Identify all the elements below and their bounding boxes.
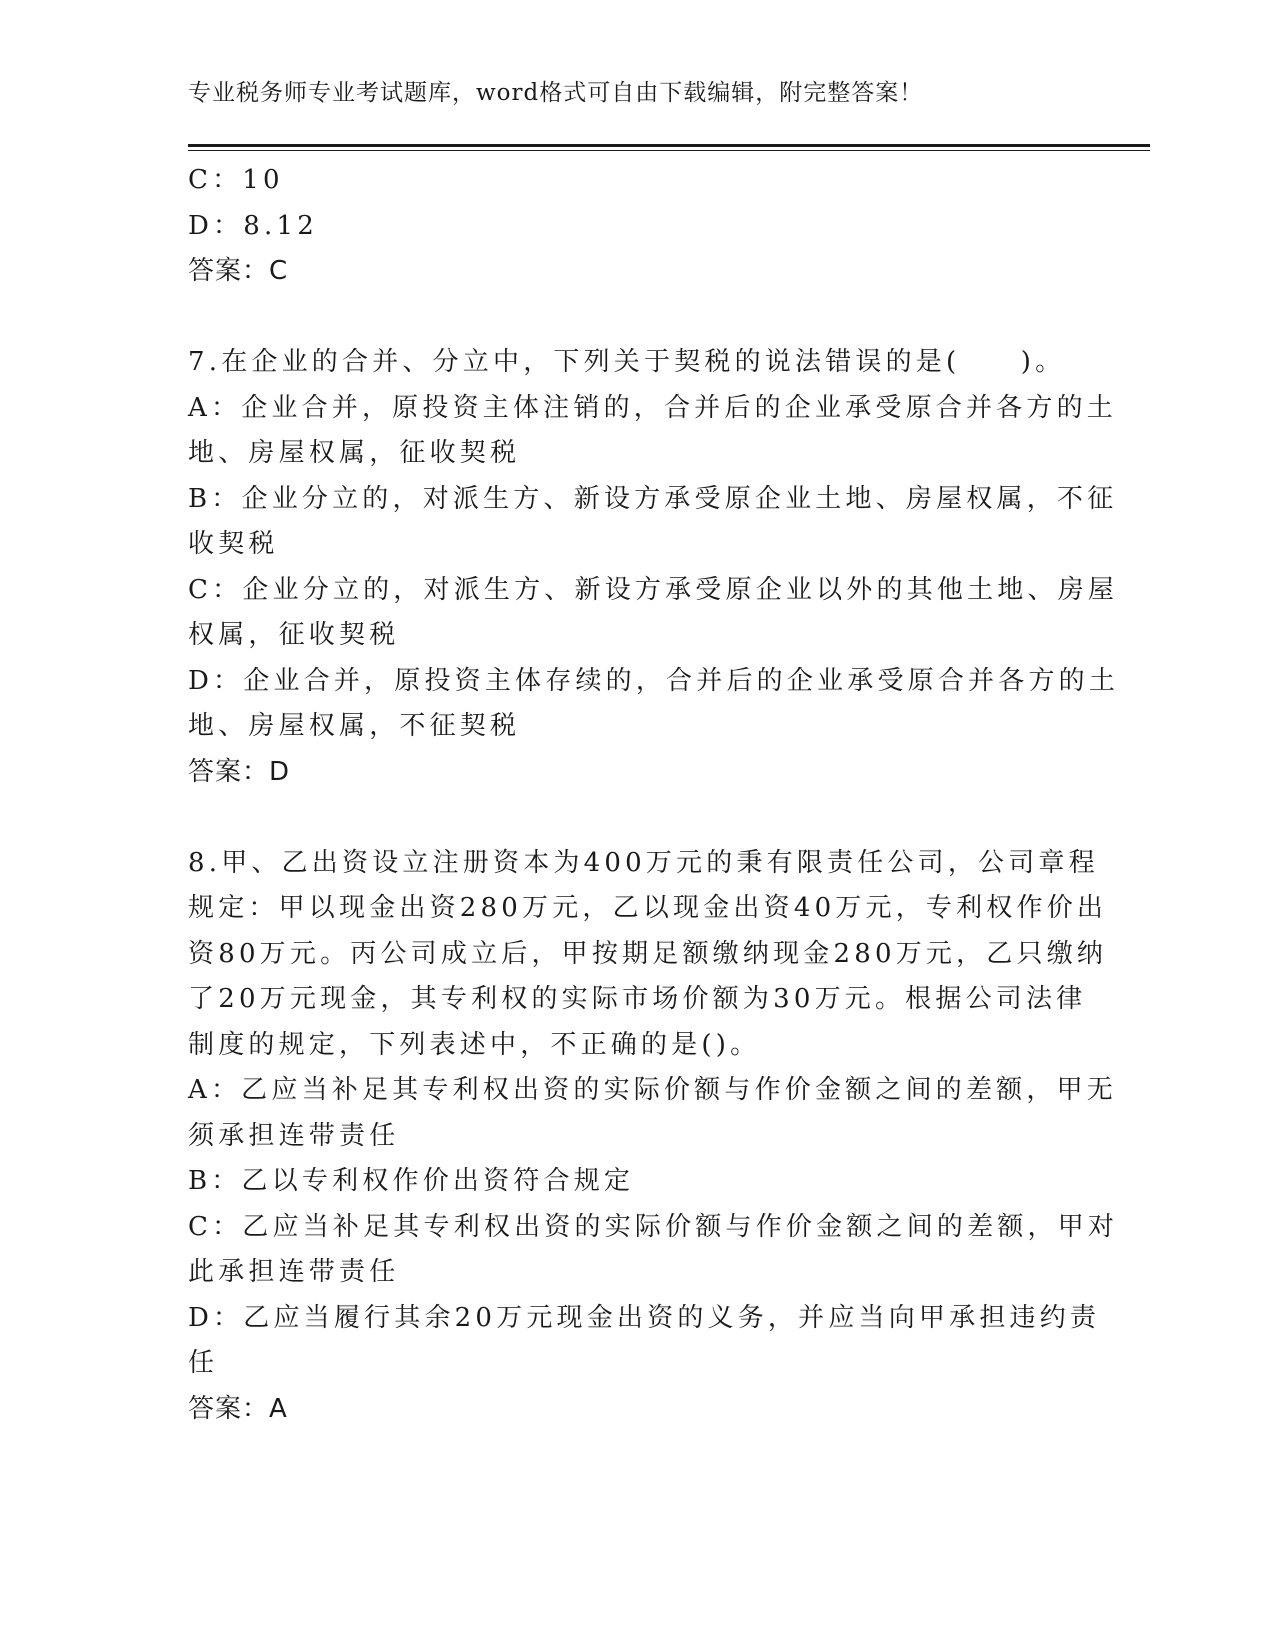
option-d: D：乙应当履行其余20万元现金出资的义务，并应当向甲承担违约责 xyxy=(188,1302,1101,1333)
option-a: A：企业合并，原投资主体注销的，合并后的企业承受原合并各方的土 xyxy=(188,392,1117,423)
option-a-cont: 须承担连带责任 xyxy=(188,1120,400,1151)
option-b-cont: 收契税 xyxy=(188,529,279,559)
question-stem: 8.甲、乙出资设立注册资本为400万元的秉有限责任公司，公司章程 xyxy=(188,847,1099,878)
question-block-6-tail xyxy=(188,158,1088,295)
question-stem-cont: 规定：甲以现金出资280万元，乙以现金出资40万元，专利权作价出 xyxy=(188,893,1108,923)
question-block-8 xyxy=(188,841,1119,1433)
option-b: B：企业分立的，对派生方、新设方承受原企业土地、房屋权属，不征 xyxy=(188,483,1118,514)
answer-line: 答案：A xyxy=(188,1393,288,1424)
question-stem-cont: 制度的规定，下列表述中，不正确的是()。 xyxy=(188,1029,761,1060)
option-a: A：乙应当补足其专利权出资的实际价额与作价金额之间的差额，甲无 xyxy=(188,1075,1117,1105)
block-spacer xyxy=(188,795,1088,841)
option-c-cont: 权属，征收契税 xyxy=(188,620,400,650)
header-rule-thick xyxy=(188,144,1150,147)
option-d: D：8.12 xyxy=(188,210,318,241)
option-c: C：10 xyxy=(188,165,284,195)
option-c: C：乙应当补足其专利权出资的实际价额与作价金额之间的差额，甲对 xyxy=(188,1211,1119,1242)
question-stem: 7.在企业的合并、分立中，下列关于契税的说法错误的是( )。 xyxy=(188,347,1066,377)
option-a-cont: 地、房屋权属，征收契税 xyxy=(188,438,521,468)
header-rule-thin xyxy=(188,150,1150,151)
option-d-cont: 地、房屋权属，不征契税 xyxy=(188,711,521,741)
question-stem-cont: 了20万元现金，其专利权的实际市场价额为30万元。根据公司法律 xyxy=(188,984,1087,1014)
option-d-cont: 任 xyxy=(188,1348,219,1378)
answer-line: 答案：D xyxy=(188,756,291,787)
option-c: C：企业分立的，对派生方、新设方承受原企业以外的其他土地、房屋 xyxy=(188,574,1119,605)
question-block-7 xyxy=(188,340,1120,795)
page-content xyxy=(188,158,1120,1432)
option-d: D：企业合并，原投资主体存续的，合并后的企业承受原合并各方的土 xyxy=(188,665,1120,696)
option-b: B：乙以专利权作价出资符合规定 xyxy=(188,1166,635,1196)
page-header: 专业税务师专业考试题库，word格式可自由下载编辑，附完整答案！ xyxy=(188,80,924,106)
block-spacer xyxy=(188,295,1088,341)
answer-line: 答案：C xyxy=(188,256,289,286)
question-stem-cont: 资80万元。丙公司成立后，甲按期足额缴纳现金280万元，乙只缴纳 xyxy=(188,938,1108,969)
option-c-cont: 此承担连带责任 xyxy=(188,1257,400,1287)
